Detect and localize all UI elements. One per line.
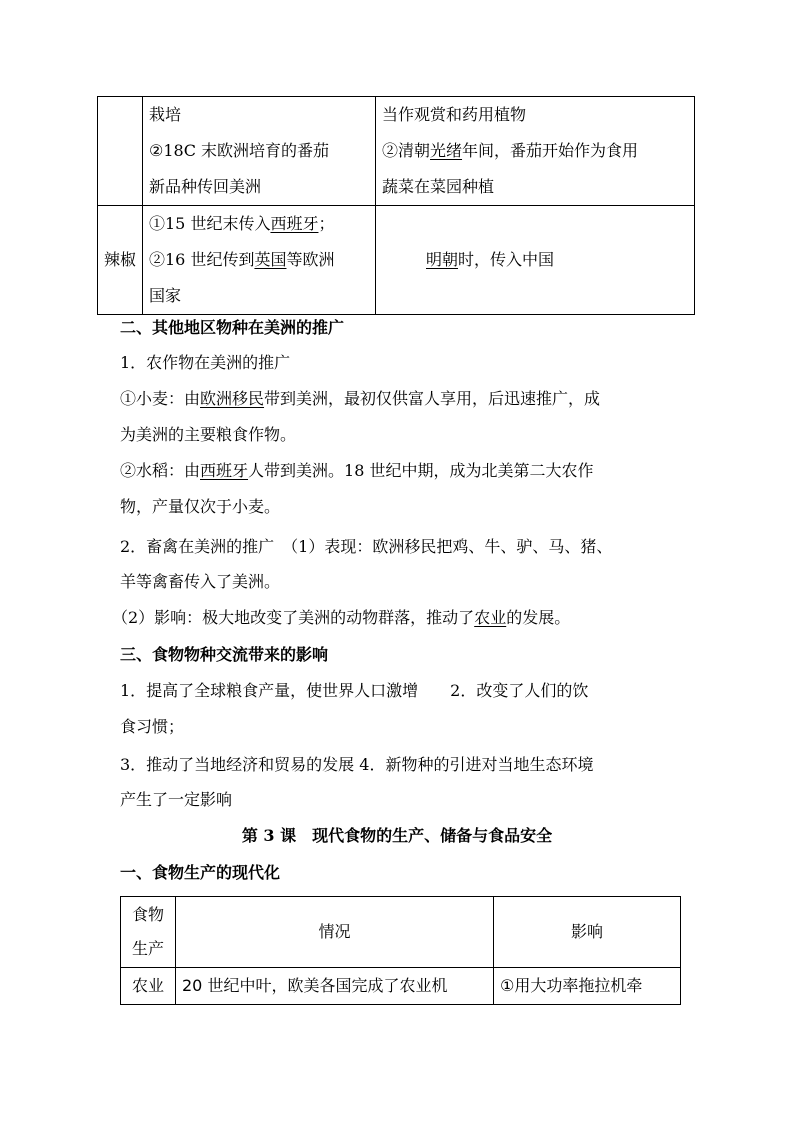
cell-line: 当作观赏和药用植物 (382, 105, 527, 124)
lesson-title: 第 3 课 现代食物的生产、储备与食品安全 (241, 826, 553, 845)
header-cell-situation: 情况 (176, 897, 494, 968)
section-heading: 三、食物物种交流带来的影响 (120, 645, 329, 664)
header-cell-impact: 影响 (494, 897, 681, 968)
crop-spread-table (97, 96, 695, 315)
crop-cell-empty (98, 97, 143, 206)
cell-line (149, 206, 369, 242)
text-span: ①小麦：由 (120, 389, 201, 408)
cell-line: 食物 (131, 905, 164, 924)
cell-line: 生产 (131, 939, 164, 958)
cell-line: ②18C 末欧洲培育的番茄 (149, 141, 330, 160)
paragraph-line: 食习惯； (120, 717, 185, 736)
impact-cell: ①用大功率拖拉机牵 (494, 968, 681, 1005)
text-span: ②水稻：由 (120, 461, 201, 480)
cell-line (382, 242, 688, 278)
section-heading: 一、食物生产的现代化 (120, 863, 281, 882)
text-span: 的发展。 (506, 608, 571, 627)
underlined-text: 明朝 (426, 250, 459, 269)
paragraph-line: 产生了一定影响 (120, 790, 233, 809)
cell-line (149, 242, 369, 278)
paragraph-line (120, 384, 600, 414)
underlined-text: 英国 (254, 250, 287, 269)
underlined-text: 农业 (474, 608, 507, 627)
text-span: ②清朝 (382, 141, 431, 160)
text-span: ①15 世纪末传入 (149, 214, 271, 233)
underlined-text: 光绪 (430, 141, 463, 160)
underlined-text: 欧洲移民 (200, 389, 265, 408)
crop-name-cell: 辣椒 (98, 206, 143, 315)
paragraph-line: 1．提高了全球粮食产量，使世界人口激增 2．改变了人们的饮 (120, 681, 589, 700)
paragraph-line: 为美洲的主要粮食作物。 (120, 425, 297, 444)
underlined-text: 西班牙 (200, 461, 249, 480)
cell-line: 新品种传回美洲 (149, 177, 262, 196)
text-span: ； (318, 214, 335, 233)
europe-spread-cell (143, 206, 376, 315)
cell-line (382, 133, 688, 169)
table-header-row (121, 897, 681, 968)
paragraph-line: 3．推动了当地经济和贸易的发展 4．新物种的引进对当地生态环境 (120, 755, 594, 774)
category-cell: 农业 (121, 968, 176, 1005)
paragraph-line (120, 456, 593, 486)
china-spread-cell (376, 206, 695, 315)
text-span: 年间，番茄开始作为食用 (462, 141, 639, 160)
situation-cell: 20 世纪中叶，欧美各国完成了农业机 (176, 968, 494, 1005)
text-span: 带到美洲，最初仅供富人享用，后迅速推广，成 (264, 389, 601, 408)
europe-spread-cell (143, 97, 376, 206)
text-span: （2）影响：极大地改变了美洲的动物群落，推动了 (112, 608, 475, 627)
underlined-text: 西班牙 (270, 214, 319, 233)
table-row (98, 97, 695, 206)
paragraph-line (112, 603, 570, 633)
text-span: 时，传入中国 (458, 250, 555, 269)
paragraph-line: 2．畜禽在美洲的推广 （1）表现：欧洲移民把鸡、牛、驴、马、猪、 (120, 537, 613, 556)
cell-line: 蔬菜在菜园种植 (382, 177, 495, 196)
paragraph-line: 1．农作物在美洲的推广 (120, 353, 291, 372)
food-production-table (120, 896, 681, 1005)
section-heading: 二、其他地区物种在美洲的推广 (120, 318, 345, 337)
cell-line: 国家 (149, 286, 182, 305)
text-span: 人带到美洲。18 世纪中期，成为北美第二大农作 (248, 461, 594, 480)
china-spread-cell (376, 97, 695, 206)
header-cell-food-production (121, 897, 176, 968)
table-row (121, 968, 681, 1005)
paragraph-line: 物，产量仅次于小麦。 (120, 497, 281, 516)
text-span: 等欧洲 (286, 250, 335, 269)
table-row (98, 206, 695, 315)
text-span: ②16 世纪传到 (149, 250, 255, 269)
paragraph-line: 羊等禽畜传入了美洲。 (120, 572, 281, 591)
cell-line: 栽培 (149, 105, 182, 124)
